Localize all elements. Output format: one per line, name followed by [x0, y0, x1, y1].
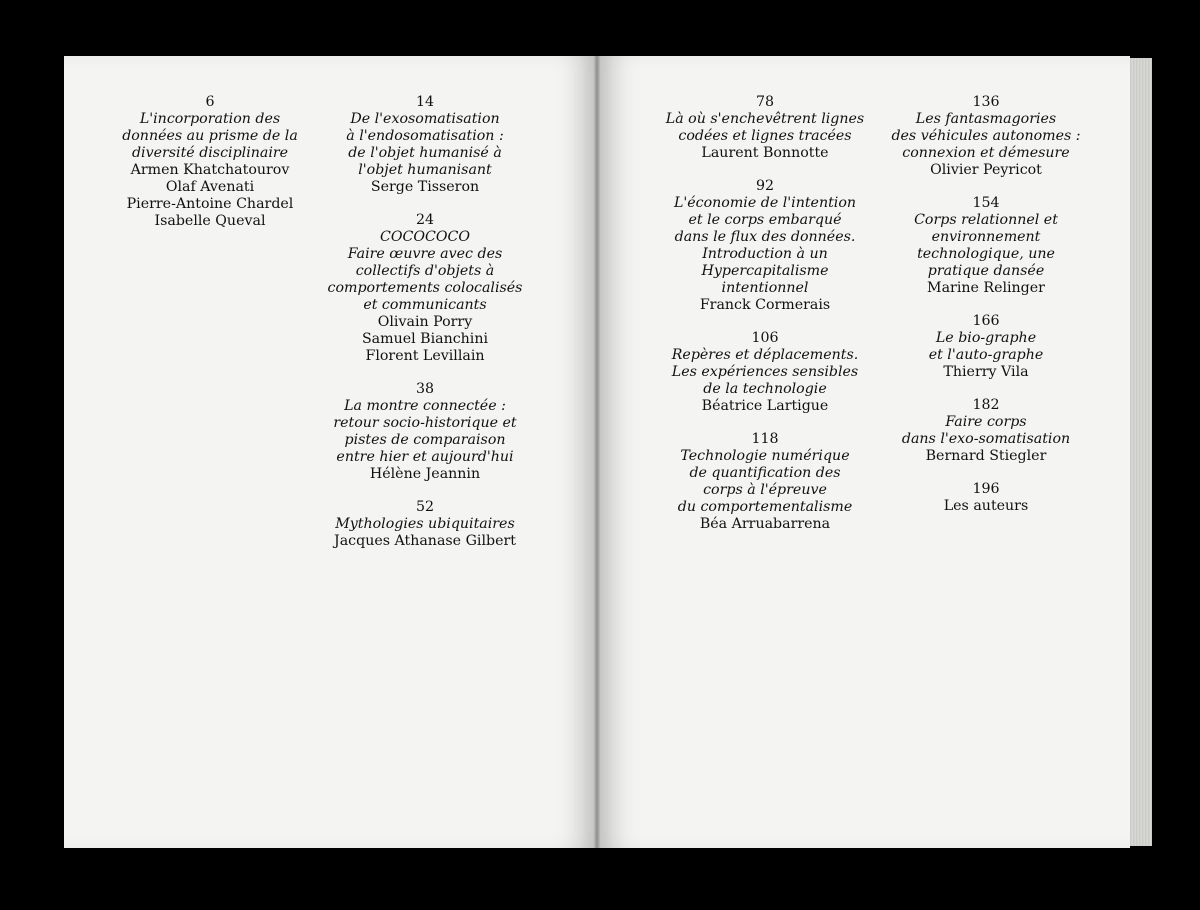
entry-authors: Marine Relinger — [927, 280, 1045, 296]
entry-page-number: 136 — [972, 94, 1000, 110]
entry-page-number: 78 — [755, 94, 775, 110]
entry-page-number: 196 — [972, 481, 1000, 497]
toc-column-1 — [110, 94, 310, 246]
entry-title: L'économie de l'intention et le corps embarqué dans le flux des données. Introduction à un Hypercapitalisme intentionnel — [673, 195, 857, 296]
toc-entry[interactable] — [110, 94, 310, 230]
toc-entry[interactable] — [878, 195, 1094, 297]
entry-title: Repères et déplacements. Les expériences sensibles de la technologie — [671, 347, 859, 397]
entry-authors: Bernard Stiegler — [925, 448, 1047, 464]
entry-authors: Hélène Jeannin — [369, 466, 481, 482]
entry-page-number: 182 — [972, 397, 1000, 413]
book-gutter — [594, 56, 600, 848]
toc-entry[interactable] — [650, 431, 880, 533]
entry-page-number: 106 — [751, 330, 779, 346]
entry-page-number: 166 — [972, 313, 1000, 329]
entry-authors: Olivier Peyricot — [930, 162, 1042, 178]
toc-entry[interactable] — [650, 178, 880, 314]
entry-page-number: 92 — [755, 178, 775, 194]
entry-authors: Jacques Athanase Gilbert — [334, 533, 516, 549]
toc-entry[interactable] — [878, 481, 1094, 515]
toc-column-3 — [650, 94, 880, 549]
toc-entry[interactable] — [310, 381, 540, 483]
entry-title: COCOCOCO Faire œuvre avec des collectifs d'objets à comportements colocalisés et communicants — [327, 229, 523, 313]
entry-title: L'incorporation des données au prisme de la diversité disciplinaire — [122, 111, 298, 161]
toc-entry[interactable] — [310, 212, 540, 365]
entry-title: Le bio-graphe et l'auto-graphe — [928, 330, 1044, 363]
entry-authors: Béa Arruabarrena — [699, 516, 831, 532]
entry-title: Corps relationnel et environnement technologique, une pratique dansée — [914, 212, 1058, 279]
entry-authors: Franck Cormerais — [699, 297, 831, 313]
entry-page-number: 52 — [415, 499, 435, 515]
entry-page-number: 24 — [415, 212, 435, 228]
entry-authors: Laurent Bonnotte — [701, 145, 829, 161]
entry-title: Les fantasmagories des véhicules autonomes : connexion et démesure — [891, 111, 1081, 161]
entry-authors: Béatrice Lartigue — [701, 398, 829, 414]
entry-title: Technologie numérique de quantification des corps à l'épreuve du comportementalisme — [677, 448, 853, 515]
entry-page-number: 118 — [751, 431, 779, 447]
entry-authors: Thierry Vila — [943, 364, 1029, 380]
toc-entry[interactable] — [310, 94, 540, 196]
entry-page-number: 38 — [415, 381, 435, 397]
toc-entry[interactable] — [878, 313, 1094, 381]
toc-entry[interactable] — [310, 499, 540, 550]
entry-title: Là où s'enchevêtrent lignes codées et lignes tracées — [665, 111, 865, 144]
entry-title: Mythologies ubiquitaires — [335, 516, 515, 532]
entry-authors: Les auteurs — [943, 498, 1029, 514]
toc-entry[interactable] — [650, 94, 880, 162]
toc-entry[interactable] — [878, 94, 1094, 179]
entry-authors: Olivain Porry Samuel Bianchini Florent Levillain — [361, 314, 489, 364]
entry-authors: Serge Tisseron — [370, 179, 480, 195]
toc-column-4 — [878, 94, 1094, 531]
toc-entry[interactable] — [878, 397, 1094, 465]
entry-page-number: 154 — [972, 195, 1000, 211]
entry-authors: Armen Khatchatourov Olaf Avenati Pierre-Antoine Chardel Isabelle Queval — [126, 162, 294, 229]
page-edges — [1130, 58, 1152, 846]
entry-page-number: 6 — [205, 94, 215, 110]
entry-page-number: 14 — [415, 94, 435, 110]
toc-column-2 — [310, 94, 540, 566]
entry-title: La montre connectée : retour socio-historique et pistes de comparaison entre hier et aujourd'hui — [333, 398, 517, 465]
entry-title: Faire corps dans l'exo-somatisation — [901, 414, 1071, 447]
toc-entry[interactable] — [650, 330, 880, 415]
entry-title: De l'exosomatisation à l'endosomatisation : de l'objet humanisé à l'objet humanisant — [346, 111, 504, 178]
